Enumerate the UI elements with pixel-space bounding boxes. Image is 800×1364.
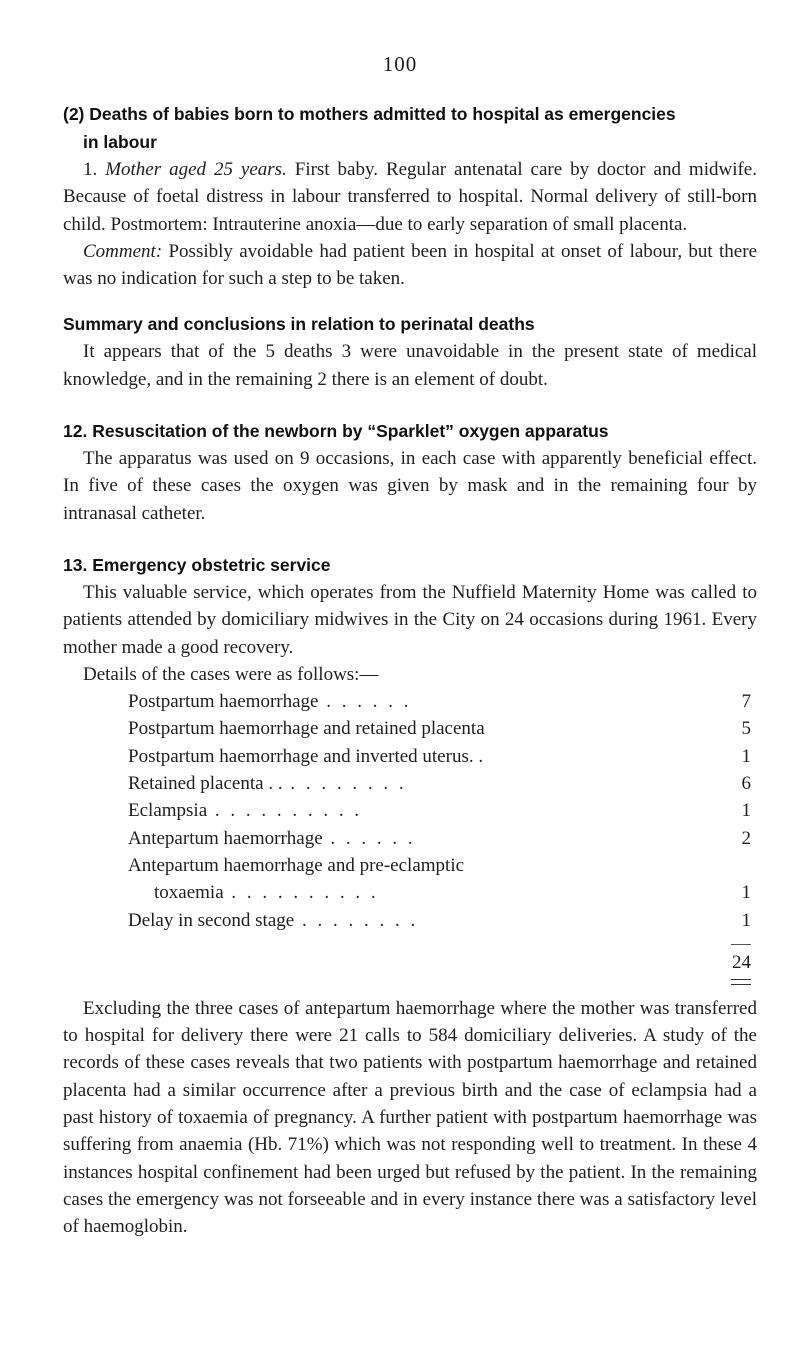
comment-text: Possibly avoidable had patient been in hospital at onset of labour, but there was no indication for such a step to be taken.	[63, 240, 757, 290]
case-count: 6	[741, 773, 751, 795]
case-row	[128, 852, 751, 879]
case-1-paragraph	[63, 156, 757, 238]
cases-total: 24	[732, 951, 751, 973]
closing-paragraph: Excluding the three cases of antepartum haemorrhage where the mother was transferred to hospital for delivery there were 21 calls to 584 domiciliary deliveries. A study of the records of these cases reveals that two patients with postpartum haemorrhage and retained placenta had a similar occurrence after a previous birth and the case of eclampsia had a past history of toxaemia of pregnancy. A further patient with postpartum haemorrhage was suffering from anaemia (Hb. 71%) which was not responding well to treatment. In these 4 instances hospital confinement had been urged but refused by the patient. In the remaining cases the emergency was not forseeable and in every instance there was a satisfactory level of haemoglobin.	[63, 997, 757, 1238]
case-row	[128, 715, 751, 742]
section-2-title-line2: in labour	[83, 132, 157, 152]
case-label: Antepartum haemorrhage and pre-eclamptic	[128, 854, 465, 876]
case-label: Delay in second stage	[128, 909, 295, 931]
case-row	[128, 797, 751, 824]
case-row	[128, 879, 751, 906]
case-label: Antepartum haemorrhage	[128, 827, 323, 849]
case-count: 1	[741, 745, 751, 767]
case-count	[731, 852, 751, 879]
comment-label: Comment:	[83, 240, 163, 262]
section-12-paragraph: The apparatus was used on 9 occasions, in each case with apparently beneficial effect. In five of these cases the oxygen was given by mask and in the remaining four by intranasal catheter.	[63, 448, 757, 524]
case-label: Postpartum haemorrhage and retained placenta	[128, 718, 485, 740]
case-label: Retained placenta . .	[128, 773, 283, 795]
case-row	[128, 825, 751, 852]
section-2-heading	[63, 100, 757, 156]
case-count: 1	[741, 882, 751, 904]
case-row	[128, 907, 751, 934]
case-count: 7	[741, 691, 751, 713]
case-count: 5	[741, 718, 751, 740]
case-1-number: 1.	[83, 159, 98, 180]
details-intro: Details of the cases were as follows:—	[83, 663, 379, 685]
section-12-heading: 12. Resuscitation of the newborn by “Sparklet” oxygen apparatus	[63, 421, 609, 442]
case-leader: . . . . . . . .	[282, 773, 407, 795]
case-1-lead: Mother aged 25 years.	[105, 159, 287, 180]
case-label: Eclampsia	[128, 800, 208, 822]
section-2-title-line1: Deaths of babies born to mothers admitted to hospital as emergencies	[89, 104, 676, 124]
case-1-text: First baby. Regular antenatal care by doctor and midwife. Because of foetal distress in labour transferred to hospital. Normal delivery of still-born child. Postmortem: Intrauterine anoxia—due to early separation of small placenta.	[63, 159, 757, 235]
section-13-paragraph: This valuable service, which operates from the Nuffield Maternity Home was called to patients attended by domiciliary midwives in the City on 24 occasions during 1961. Every mother made a good recovery.	[63, 581, 757, 658]
comment-paragraph	[63, 238, 757, 293]
case-leader: . . . . . . . . . .	[207, 800, 363, 822]
case-leader: . . . . . . . .	[294, 909, 419, 931]
case-count: 2	[741, 827, 751, 849]
case-leader: . . . . . .	[322, 827, 416, 849]
case-label: Postpartum haemorrhage	[128, 691, 319, 713]
case-count: 1	[741, 909, 751, 931]
cases-list	[128, 688, 751, 985]
section-13-heading: 13. Emergency obstetric service	[63, 554, 331, 575]
total-rule	[731, 944, 751, 945]
page-number: 100	[382, 52, 418, 76]
section-2-number: (2)	[63, 104, 85, 124]
case-row	[128, 688, 751, 715]
case-label: toxaemia	[154, 882, 224, 904]
case-count: 1	[741, 800, 751, 822]
case-row	[128, 743, 751, 770]
page-content	[63, 100, 757, 1241]
summary-paragraph: It appears that of the 5 deaths 3 were unavoidable in the present state of medical knowledge, and in the remaining 2 there is an element of doubt.	[63, 341, 757, 390]
summary-heading: Summary and conclusions in relation to perinatal deaths	[63, 314, 535, 335]
case-label: Postpartum haemorrhage and inverted uterus. .	[128, 745, 484, 767]
case-leader: . . . . . . . . . .	[223, 882, 379, 904]
case-row	[128, 770, 751, 797]
case-leader: . . . . . .	[318, 691, 412, 713]
